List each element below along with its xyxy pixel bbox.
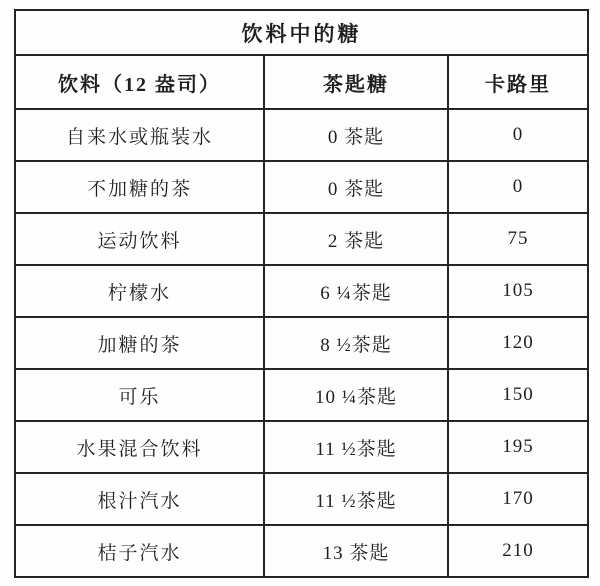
table-title: 饮料中的糖 <box>15 10 588 55</box>
sugar-cell: 8 ½茶匙 <box>264 317 448 369</box>
drink-name-cell: 水果混合饮料 <box>15 421 264 473</box>
sugar-cell: 11 ½茶匙 <box>264 421 448 473</box>
sugar-cell: 0 茶匙 <box>264 109 448 161</box>
drink-name-cell: 不加糖的茶 <box>15 161 264 213</box>
sugar-cell: 2 茶匙 <box>264 213 448 265</box>
calories-cell: 120 <box>448 317 588 369</box>
drink-name-cell: 柠檬水 <box>15 265 264 317</box>
column-header-calories: 卡路里 <box>448 55 588 109</box>
table-row <box>15 525 588 577</box>
sugar-cell: 10 ¼茶匙 <box>264 369 448 421</box>
sugar-cell: 13 茶匙 <box>264 525 448 577</box>
calories-cell: 195 <box>448 421 588 473</box>
sugar-table <box>14 9 589 578</box>
drink-name-cell: 运动饮料 <box>15 213 264 265</box>
table-row <box>15 265 588 317</box>
sugar-cell: 0 茶匙 <box>264 161 448 213</box>
calories-cell: 150 <box>448 369 588 421</box>
calories-cell: 105 <box>448 265 588 317</box>
drink-name-cell: 可乐 <box>15 369 264 421</box>
calories-cell: 170 <box>448 473 588 525</box>
drink-name-cell: 桔子汽水 <box>15 525 264 577</box>
table-header-row <box>15 55 588 109</box>
calories-cell: 0 <box>448 161 588 213</box>
table-row <box>15 109 588 161</box>
drink-name-cell: 根汁汽水 <box>15 473 264 525</box>
calories-cell: 0 <box>448 109 588 161</box>
calories-cell: 75 <box>448 213 588 265</box>
table-row <box>15 161 588 213</box>
calories-cell: 210 <box>448 525 588 577</box>
drink-name-cell: 加糖的茶 <box>15 317 264 369</box>
sugar-cell: 11 ½茶匙 <box>264 473 448 525</box>
column-header-drink: 饮料（12 盎司） <box>15 55 264 109</box>
table-row <box>15 421 588 473</box>
column-header-sugar: 茶匙糖 <box>264 55 448 109</box>
drink-name-cell: 自来水或瓶装水 <box>15 109 264 161</box>
table-row <box>15 317 588 369</box>
table-title-row <box>15 10 588 55</box>
table-row <box>15 369 588 421</box>
sugar-cell: 6 ¼茶匙 <box>264 265 448 317</box>
table-row <box>15 473 588 525</box>
table-row <box>15 213 588 265</box>
